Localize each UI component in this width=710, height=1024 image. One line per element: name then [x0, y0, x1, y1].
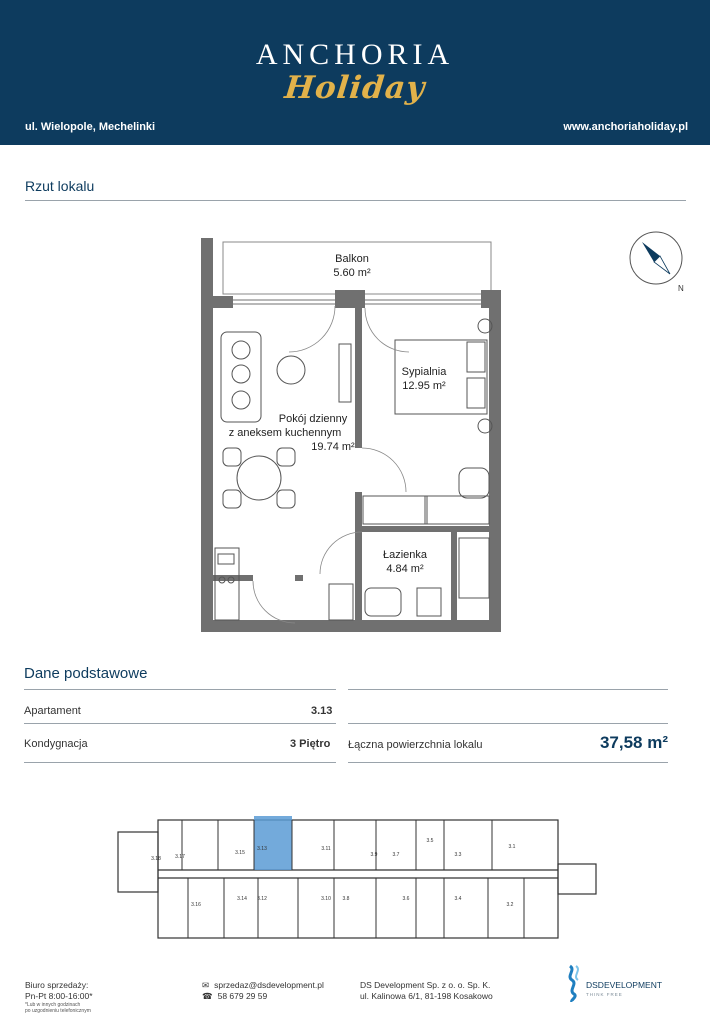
unit-label: 3.12: [257, 896, 267, 902]
floor-plan: [195, 238, 515, 634]
unit-label: 3.14: [237, 896, 247, 902]
unit-label: 3.9: [370, 852, 378, 858]
dining-table: [237, 456, 281, 500]
shower: [329, 584, 353, 620]
unit-label: 3.16: [191, 902, 201, 908]
header-banner: [0, 0, 710, 145]
mail-icon: ✉: [202, 980, 210, 990]
apartament-label: Apartament: [24, 705, 81, 717]
unit-label: 3.17: [175, 854, 185, 860]
area-label: Łączna powierzchnia lokalu: [348, 739, 483, 751]
pokoj-label-2: z aneksem kuchennym: [228, 427, 342, 439]
sypialnia-label: Sypialnia: [401, 366, 447, 378]
dane-title: Dane podstawowe: [24, 665, 148, 682]
row-divider: [24, 762, 336, 763]
tv-unit: [339, 344, 351, 402]
office-block: [25, 980, 93, 1014]
section-divider: [25, 200, 686, 201]
kondygnacja-label: Kondygnacja: [24, 738, 88, 750]
dane-divider-left: [24, 689, 336, 690]
unit-label: 3.18: [151, 856, 161, 862]
row-divider: [24, 723, 336, 724]
section-title: Rzut lokalu: [25, 178, 95, 194]
address-text: ul. Wielopole, Mechelinki: [25, 121, 156, 133]
balkon-area: 5.60 m²: [333, 267, 371, 279]
kitchenette: [215, 548, 239, 620]
phone-icon: ☎: [202, 991, 213, 1001]
armchair: [459, 468, 489, 498]
washbasin: [365, 588, 401, 616]
ds-brand: DSDEVELOPMENT: [586, 980, 663, 990]
compass-icon: [628, 230, 688, 292]
kondygnacja-value: 3 Piętro: [290, 738, 331, 750]
toilet: [417, 588, 441, 616]
office-note-1: *Lub w innych godzinach: [25, 1002, 81, 1008]
office-hours: Pn-Pt 8:00-16:00*: [25, 991, 93, 1001]
unit-label: 3.7: [392, 852, 400, 858]
coffee-table: [277, 356, 305, 384]
unit-label: 3.8: [342, 896, 350, 902]
phone-link[interactable]: 58 679 29 59: [217, 991, 268, 1001]
lazienka-area: 4.84 m²: [386, 563, 424, 575]
unit-label: 3.10: [321, 896, 331, 902]
website-link[interactable]: www.anchoriaholiday.pl: [563, 121, 688, 133]
dane-divider-right: [348, 689, 668, 690]
wardrobe: [363, 496, 427, 524]
email-link[interactable]: sprzedaz@dsdevelopment.pl: [214, 980, 324, 990]
floor-minimap: [112, 812, 606, 944]
company-block: [360, 980, 493, 1002]
sypialnia-area: 12.95 m²: [402, 380, 446, 392]
ds-development-logo: [562, 962, 682, 1007]
office-title: Biuro sprzedaży:: [25, 980, 89, 990]
company-address: ul. Kalinowa 6/1, 81-198 Kosakowo: [360, 991, 493, 1001]
unit-label: 3.2: [506, 902, 514, 908]
unit-label: 3.15: [235, 850, 245, 856]
pokoj-label-1: Pokój dzienny: [278, 413, 348, 425]
unit-label: 3.11: [321, 846, 331, 852]
logo-anchoria: ANCHORIA: [255, 38, 455, 71]
washing-area: [459, 538, 489, 598]
highlighted-unit: [254, 816, 292, 870]
row-divider: [348, 762, 668, 763]
row-divider: [348, 723, 668, 724]
apartament-value: 3.13: [311, 705, 333, 717]
contact-block: [202, 980, 324, 1002]
ds-logo-icon: [562, 962, 682, 1002]
pokoj-area: 19.74 m²: [311, 441, 355, 453]
unit-label: 3.1: [508, 844, 516, 850]
company-name: DS Development Sp. z o. o. Sp. K.: [360, 980, 491, 990]
lazienka-label: Łazienka: [382, 549, 428, 561]
unit-label: 3.13: [257, 846, 267, 852]
area-value: 37,58 m²: [599, 733, 668, 752]
unit-label: 3.3: [454, 852, 462, 858]
logo-holiday: Holiday: [282, 70, 428, 106]
unit-label: 3.4: [454, 896, 462, 902]
office-note-2: po uzgodnieniu telefonicznym: [25, 1008, 91, 1014]
balkon-label: Balkon: [335, 253, 369, 265]
unit-label: 3.5: [426, 838, 434, 844]
ds-tagline: THINK FREE: [586, 992, 623, 997]
compass-north-label: N: [678, 284, 684, 292]
unit-label: 3.6: [402, 896, 410, 902]
